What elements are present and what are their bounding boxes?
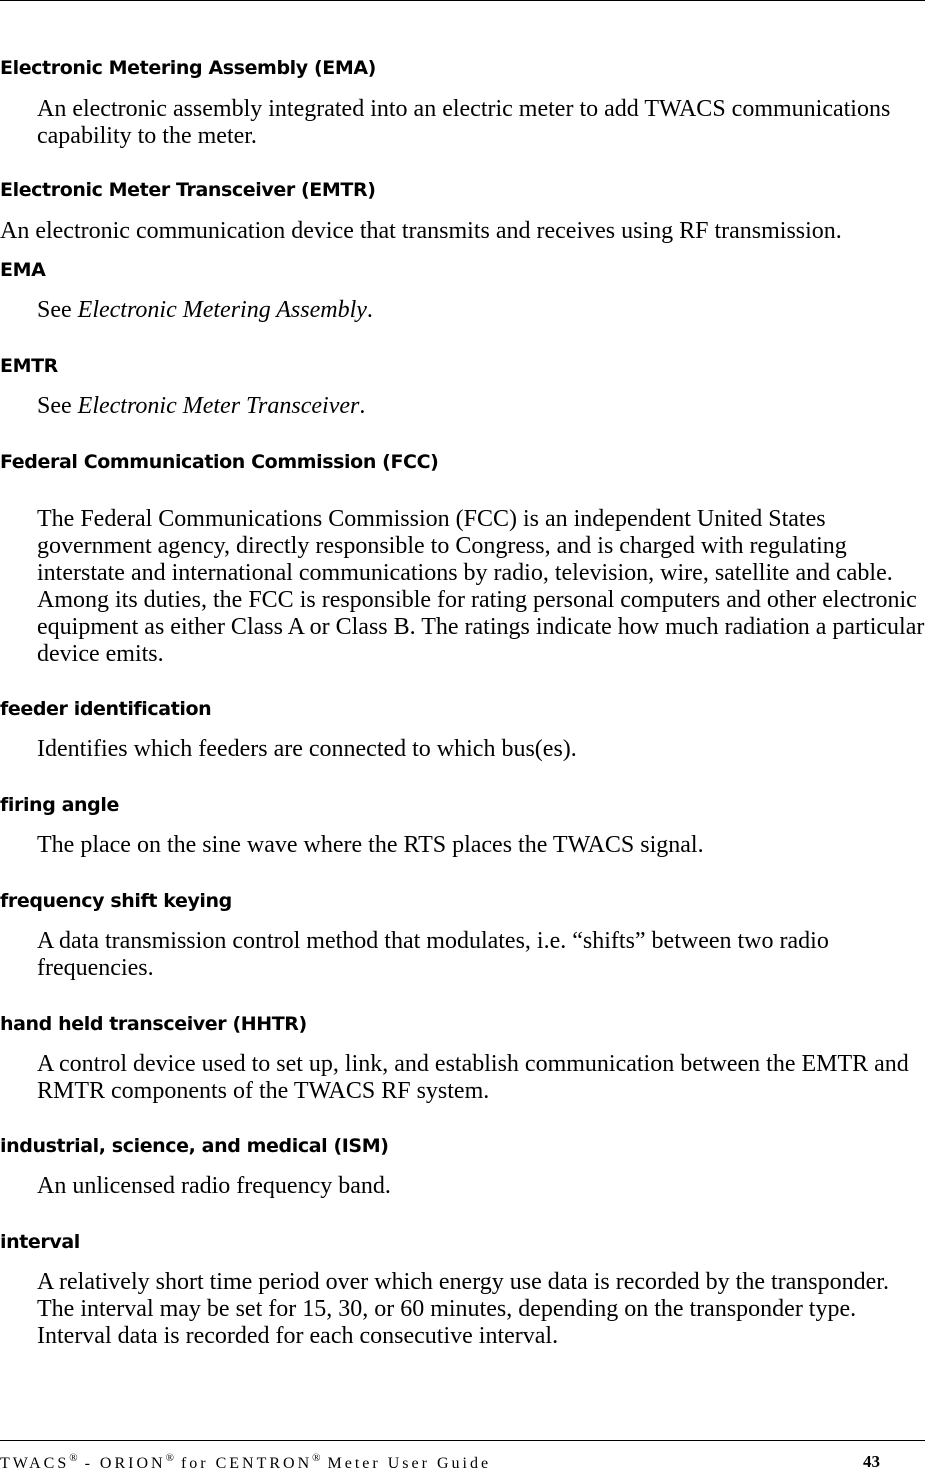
glossary-definition (37, 506, 927, 668)
registered-mark: ® (312, 1452, 321, 1464)
glossary-term: interval (0, 1231, 80, 1253)
glossary-definition (37, 832, 927, 859)
definition-text: A data transmission control method that modulates, i.e. “shifts” between two radio frequencies. (37, 928, 829, 981)
glossary-definition (0, 218, 890, 245)
footer-text: - ORION (77, 1455, 166, 1472)
definition-text: An electronic assembly integrated into an electric meter to add TWACS communications capability to the meter. (37, 96, 891, 149)
registered-mark: ® (165, 1452, 174, 1464)
see-suffix: . (359, 393, 366, 419)
glossary-term: Electronic Metering Assembly (EMA) (0, 57, 376, 79)
see-prefix: See (37, 393, 78, 419)
glossary-definition (37, 928, 927, 982)
page-footer (0, 1452, 890, 1478)
glossary-term: feeder identification (0, 698, 212, 720)
glossary-term: industrial, science, and medical (ISM) (0, 1135, 389, 1157)
glossary-definition (37, 1269, 927, 1350)
definition-text: The Federal Communications Commission (FCC) is an independent United States government agency, directly responsible to Congress, and is charged with regulating interstate and international communications by radio, television, wire, satellite and cable. Among its duties, the FCC is responsible for rating personal computers and other electronic equipment as either Class A or Class B. The ratings indicate how much radiation a particular device emits. (37, 506, 925, 667)
glossary-definition (37, 1173, 927, 1200)
definition-text (37, 297, 927, 324)
see-suffix: . (366, 297, 373, 323)
footer-text: Meter User Guide (320, 1455, 492, 1472)
footer-rule (0, 1440, 925, 1441)
glossary-definition (37, 1051, 927, 1105)
definition-text (37, 393, 927, 420)
cross-reference: Electronic Meter Transceiver (77, 393, 360, 419)
registered-mark: ® (69, 1452, 78, 1464)
definition-text: A control device used to set up, link, and establish communication between the EMTR and RMTR components of the TWACS RF system. (37, 1051, 909, 1104)
definition-text: The place on the sine wave where the RTS places the TWACS signal. (37, 832, 704, 858)
see-prefix: See (37, 297, 78, 323)
glossary-definition (37, 393, 927, 420)
glossary-definition (37, 736, 927, 763)
cross-reference: Electronic Metering Assembly (77, 297, 367, 323)
definition-text: Identifies which feeders are connected to which bus(es). (37, 736, 577, 762)
page-number: 43 (863, 1452, 880, 1471)
footer-text: for CENTRON (173, 1455, 313, 1472)
footer-text: TWACS (0, 1455, 70, 1472)
top-rule (0, 0, 925, 1)
glossary-definition (37, 96, 927, 150)
glossary-term: firing angle (0, 794, 119, 816)
definition-text: An electronic communication device that transmits and receives using RF transmission. (0, 218, 842, 244)
glossary-definition (37, 297, 927, 324)
glossary-term: EMA (0, 259, 46, 281)
definition-text: A relatively short time period over which energy use data is recorded by the transponder. The interval may be set for 15, 30, or 60 minutes, depending on the transponder type. Interval data is recorded for each consecutive interval. (37, 1269, 889, 1349)
glossary-term: frequency shift keying (0, 890, 232, 912)
definition-text: An unlicensed radio frequency band. (37, 1173, 391, 1199)
glossary-term: hand held transceiver (HHTR) (0, 1013, 307, 1035)
glossary-term: Federal Communication Commission (FCC) (0, 451, 439, 473)
glossary-term: EMTR (0, 355, 58, 377)
glossary-term: Electronic Meter Transceiver (EMTR) (0, 179, 376, 201)
